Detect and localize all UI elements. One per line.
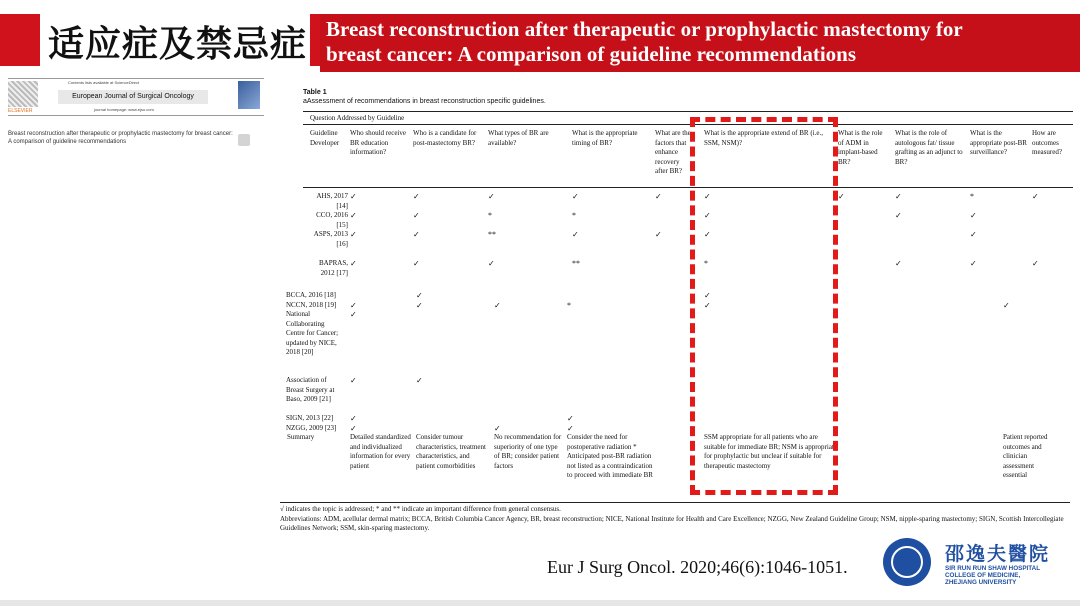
journal-homepage: journal homepage: www.ejso.com — [94, 107, 154, 112]
table-cell-mark: ✓ — [838, 192, 845, 201]
journal-header — [8, 78, 264, 116]
col-header-types: What types of BR are available? — [488, 129, 549, 147]
slide-title-cn: 适应症及禁忌症 — [48, 24, 308, 65]
table-header-rule — [303, 187, 1073, 188]
bottom-bar — [0, 600, 1080, 606]
table-cell-mark: ✓ — [704, 230, 711, 239]
table-row-developer: NZGG, 2009 [23] — [286, 424, 337, 432]
journal-contents-line: Contents lists available at ScienceDirect — [68, 80, 140, 85]
highlight-extent-column — [690, 117, 838, 495]
table-cell-mark: ✓ — [488, 259, 495, 268]
article-title: Breast reconstruction after therapeutic or prophylactic mastectomy for breast cancer: A comparison of guideline recommendations — [8, 131, 233, 145]
table-row-developer: BAPRAS, 2012 [17] — [319, 259, 348, 277]
table-row-developer: CCO, 2016 [15] — [316, 211, 348, 229]
table-group-header: Question Addressed by Guideline — [310, 114, 405, 122]
summary-label: Summary — [287, 433, 315, 441]
slide-title-en-box — [320, 14, 1080, 72]
journal-cover-image — [238, 81, 260, 109]
table-label: Table 1 — [303, 89, 327, 96]
elsevier-logo — [8, 81, 38, 107]
table-cell-mark: ✓ — [350, 230, 357, 239]
table-row-developer: BCCA, 2016 [18] — [286, 291, 336, 299]
table-cell-mark: ✓ — [488, 192, 495, 201]
table-footnote-symbols: √ indicates the topic is addressed; * and ** indicate an important difference from general consensus. — [280, 505, 561, 513]
table-cell-mark: ✓ — [572, 192, 579, 201]
table-cell-mark: ✓ — [895, 211, 902, 220]
col-header-extent: What is the appropriate extend of BR (i.e., SSM, NSM)? — [704, 129, 823, 147]
table-cell-mark: ✓ — [970, 259, 977, 268]
hospital-name-cn: 邵逸夫醫院 — [945, 543, 1051, 565]
table-cell-mark: ** — [488, 230, 496, 239]
summary-extent: SSM appropriate for all patients who are suitable for immediate BR; NSM is appropriate for prophylactic but unclear if suitable for therapeutic mastectomy — [704, 433, 837, 470]
table-cell-mark: ✓ — [416, 291, 423, 300]
table-row-developer: Association of Breast Surgery at Baso, 2009 [21] — [286, 376, 335, 404]
table-cell-mark: ✓ — [704, 301, 711, 310]
table-cell-mark: * — [567, 301, 571, 310]
table-cell-mark: ✓ — [704, 291, 711, 300]
table-cell-mark: ✓ — [1032, 259, 1039, 268]
col-header-fat-grafting: What is the role of autologous fat/ tissue grafting as an adjunct to BR? — [895, 129, 963, 166]
table-cell-mark: ✓ — [567, 424, 574, 433]
table-cell-mark: * — [572, 211, 576, 220]
table-cell-mark: ✓ — [895, 192, 902, 201]
slide-title-en-line2: breast cancer: A comparison of guideline recommendations — [326, 42, 857, 66]
col-header-outcomes: How are outcomes measured? — [1032, 129, 1062, 157]
table-cell-mark: ✓ — [416, 376, 423, 385]
summary-types: No recommendation for superiority of one type of BR; consider patient factors — [494, 433, 562, 470]
table-cell-mark: ✓ — [413, 211, 420, 220]
col-header-adm: What is the role of ADM in implant-based BR? — [838, 129, 883, 166]
table-footnote-abbreviations: Abbreviations: ADM, acellular dermal matrix; BCCA, British Columbia Cancer Agency, BR, breast reconstruction; NICE, National Institute for Health and Care Excellence; NZGG, New Zealand Guideline Group; NSM, nipple-sparing mastectomy; SIGN, Scottish Intercollegiate Guidelines Network; SSM, skin-sparing mastectomy. — [280, 515, 1064, 532]
summary-candidate: Consider tumour characteristics, treatment characteristics, and patient comorbidities — [416, 433, 486, 470]
table-cell-mark: ✓ — [416, 301, 423, 310]
col-header-education: Who should receive BR education information? — [350, 129, 406, 157]
table-cell-mark: ✓ — [572, 230, 579, 239]
summary-outcomes: Patient reported outcomes and clinician assessment essential — [1003, 433, 1048, 480]
table-cell-mark: ✓ — [1032, 192, 1039, 201]
crossmark-icon — [238, 134, 250, 146]
publisher-name: ELSEVIER — [8, 108, 33, 114]
table-cell-mark: ✓ — [350, 424, 357, 433]
table-row-developer: AHS, 2017 [14] — [316, 192, 348, 210]
slide-title-en — [326, 17, 963, 67]
journal-name: European Journal of Surgical Oncology — [58, 90, 208, 104]
table-cell-mark: ✓ — [494, 424, 501, 433]
hospital-seal-icon — [883, 538, 931, 586]
table-cell-mark: ✓ — [350, 414, 357, 423]
table-row-developer: National Collaborating Centre for Cancer; updated by NICE, 2018 [20] — [286, 310, 339, 357]
table-cell-mark: ✓ — [970, 230, 977, 239]
table-caption: aAssessment of recommendations in breast reconstruction specific guidelines. — [303, 98, 546, 105]
hospital-name-en: SIR RUN RUN SHAW HOSPITAL COLLEGE OF MEDICINE, ZHEJIANG UNIVERSITY — [945, 565, 1041, 586]
citation: Eur J Surg Oncol. 2020;46(6):1046-1051. — [547, 557, 848, 577]
summary-timing: Consider the need for postoperative radiation * Anticipated post-BR radiation not listed as a contraindication to proceed with immediate BR — [567, 433, 653, 480]
table-cell-mark: ✓ — [970, 211, 977, 220]
table-cell-mark: ✓ — [350, 192, 357, 201]
summary-education: Detailed standardized and individualized information for every patient — [350, 433, 411, 470]
table-cell-mark: ✓ — [413, 192, 420, 201]
table-cell-mark: ✓ — [350, 310, 357, 319]
col-header-timing: What is the appropriate timing of BR? — [572, 129, 638, 147]
col-header-candidate: Who is a candidate for post-mastectomy BR? — [413, 129, 477, 147]
table-cell-mark: ✓ — [350, 259, 357, 268]
table-group-rule — [303, 124, 1073, 125]
slide-header — [0, 0, 1080, 72]
table-cell-mark: ✓ — [567, 414, 574, 423]
table-cell-mark: ✓ — [704, 211, 711, 220]
table-cell-mark: ✓ — [350, 211, 357, 220]
table-row-developer: SIGN, 2013 [22] — [286, 414, 334, 422]
table-cell-mark: ✓ — [413, 259, 420, 268]
slide-title-en-line1: Breast reconstruction after therapeutic or prophylactic mastectomy for — [326, 17, 963, 41]
col-header-recovery: What are the factors that enhance recovery after BR? — [655, 129, 691, 176]
table-cell-mark: * — [704, 259, 708, 268]
table-cell-mark: ✓ — [895, 259, 902, 268]
table-cell-mark: * — [970, 192, 974, 201]
table-cell-mark: ** — [572, 259, 580, 268]
table-cell-mark: ✓ — [413, 230, 420, 239]
table-cell-mark: ✓ — [655, 230, 662, 239]
table-top-rule — [303, 111, 1073, 112]
table-cell-mark: ✓ — [494, 301, 501, 310]
table-row-developer: NCCN, 2018 [19] — [286, 301, 337, 309]
table-row-developer: ASPS, 2013 [16] — [313, 230, 348, 248]
table-cell-mark: ✓ — [350, 376, 357, 385]
table-cell-mark: * — [488, 211, 492, 220]
table-cell-mark: ✓ — [655, 192, 662, 201]
table-cell-mark: ✓ — [1003, 301, 1010, 310]
table-cell-mark: ✓ — [350, 301, 357, 310]
col-header-surveillance: What is the appropriate post-BR surveillance? — [970, 129, 1027, 157]
table-bottom-rule — [280, 502, 1070, 503]
col-header-developer: Guideline Developer — [310, 129, 340, 147]
table-cell-mark: ✓ — [704, 192, 711, 201]
